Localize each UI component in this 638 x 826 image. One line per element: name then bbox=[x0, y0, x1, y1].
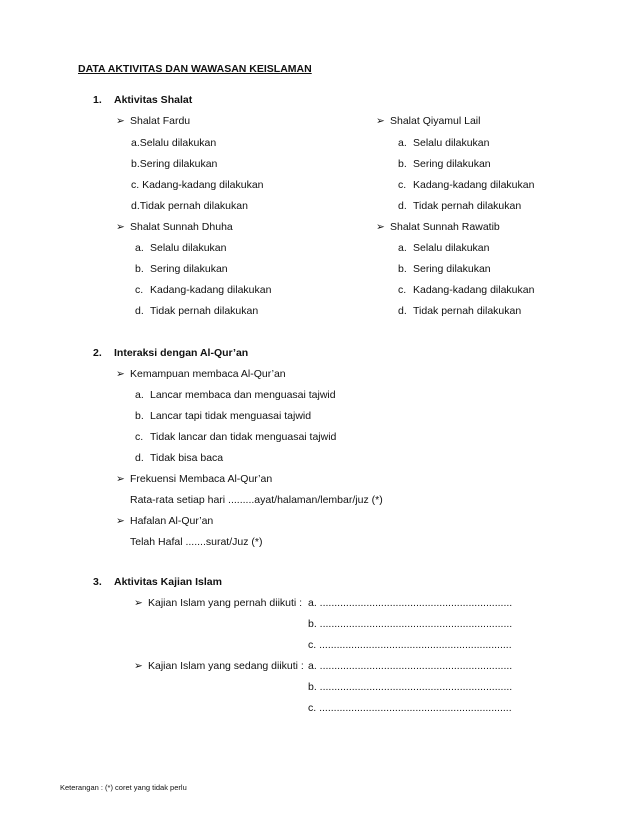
kajian-pernah-item bbox=[134, 597, 302, 610]
qiyamul-option-letter: a. bbox=[398, 137, 407, 149]
section-2-number: 2. bbox=[93, 347, 102, 359]
qiyamul-option-letter: c. bbox=[398, 179, 407, 191]
section-3-number: 3. bbox=[93, 576, 102, 588]
kajian-sedang-line: a. .................................................................. bbox=[308, 660, 513, 672]
dhuha-option-letter: d. bbox=[135, 305, 144, 317]
arrow-bullet-icon: ➢ bbox=[116, 473, 125, 485]
kajian-sedang-line: b. .................................................................. bbox=[308, 681, 513, 693]
rawatib-option-text: Selalu dilakukan bbox=[413, 242, 490, 254]
qiyamul-option-text: Kadang-kadang dilakukan bbox=[413, 179, 535, 191]
kajian-sedang-item bbox=[134, 660, 304, 673]
fardu-item bbox=[116, 115, 190, 128]
arrow-bullet-icon: ➢ bbox=[116, 515, 125, 527]
qiyamul-option-text: Sering dilakukan bbox=[413, 158, 491, 170]
qiyamul-item bbox=[376, 115, 480, 128]
section-1-number: 1. bbox=[93, 94, 102, 106]
frekuensi-label: Frekuensi Membaca Al-Qur’an bbox=[130, 473, 273, 485]
section-3-heading: Aktivitas Kajian Islam bbox=[114, 576, 222, 588]
dhuha-option-text: Selalu dilakukan bbox=[150, 242, 227, 254]
dhuha-label: Shalat Sunnah Dhuha bbox=[130, 221, 233, 233]
kajian-pernah-label: Kajian Islam yang pernah diikuti : bbox=[148, 597, 303, 609]
dhuha-option-text: Sering dilakukan bbox=[150, 263, 228, 275]
kemampuan-item bbox=[116, 368, 286, 381]
fardu-option: d.Tidak pernah dilakukan bbox=[131, 200, 248, 212]
rawatib-option-letter: d. bbox=[398, 305, 407, 317]
rawatib-option-text: Kadang-kadang dilakukan bbox=[413, 284, 535, 296]
dhuha-option-text: Kadang-kadang dilakukan bbox=[150, 284, 272, 296]
hafalan-item bbox=[116, 515, 213, 528]
rawatib-option-letter: a. bbox=[398, 242, 407, 254]
kemampuan-option-letter: c. bbox=[135, 431, 144, 443]
hafalan-fill-line: Telah Hafal .......surat/Juz (*) bbox=[130, 536, 263, 548]
kemampuan-label: Kemampuan membaca Al-Qur’an bbox=[130, 368, 286, 380]
footer-note: Keterangan : (*) coret yang tidak perlu bbox=[60, 783, 187, 792]
rawatib-label: Shalat Sunnah Rawatib bbox=[390, 221, 500, 233]
kemampuan-option-text: Tidak lancar dan tidak menguasai tajwid bbox=[150, 431, 337, 443]
kemampuan-option-letter: a. bbox=[135, 389, 144, 401]
qiyamul-option-text: Selalu dilakukan bbox=[413, 137, 490, 149]
kajian-pernah-line: b. .................................................................. bbox=[308, 618, 513, 630]
rawatib-option-letter: c. bbox=[398, 284, 407, 296]
arrow-bullet-icon: ➢ bbox=[116, 368, 125, 380]
fardu-option: b.Sering dilakukan bbox=[131, 158, 218, 170]
kemampuan-option-letter: d. bbox=[135, 452, 144, 464]
arrow-bullet-icon: ➢ bbox=[376, 115, 385, 127]
arrow-bullet-icon: ➢ bbox=[116, 115, 125, 127]
arrow-bullet-icon: ➢ bbox=[116, 221, 125, 233]
kemampuan-option-letter: b. bbox=[135, 410, 144, 422]
rawatib-item bbox=[376, 221, 500, 234]
qiyamul-option-letter: b. bbox=[398, 158, 407, 170]
kajian-sedang-line: c. .................................................................. bbox=[308, 702, 512, 714]
rawatib-option-text: Tidak pernah dilakukan bbox=[413, 305, 522, 317]
qiyamul-label: Shalat Qiyamul Lail bbox=[390, 115, 481, 127]
frekuensi-fill-line: Rata-rata setiap hari .........ayat/halaman/lembar/juz (*) bbox=[130, 494, 383, 506]
arrow-bullet-icon: ➢ bbox=[376, 221, 385, 233]
kajian-pernah-line: c. .................................................................. bbox=[308, 639, 512, 651]
fardu-label: Shalat Fardu bbox=[130, 115, 191, 127]
frekuensi-item bbox=[116, 473, 272, 486]
document-title: DATA AKTIVITAS DAN WAWASAN KEISLAMAN bbox=[78, 63, 312, 75]
kemampuan-option-text: Lancar membaca dan menguasai tajwid bbox=[150, 389, 336, 401]
fardu-option: c. Kadang-kadang dilakukan bbox=[131, 179, 264, 191]
qiyamul-option-text: Tidak pernah dilakukan bbox=[413, 200, 522, 212]
kemampuan-option-text: Tidak bisa baca bbox=[150, 452, 224, 464]
dhuha-item bbox=[116, 221, 233, 234]
section-2-heading: Interaksi dengan Al-Qur’an bbox=[114, 347, 249, 359]
arrow-bullet-icon: ➢ bbox=[134, 597, 143, 609]
dhuha-option-text: Tidak pernah dilakukan bbox=[150, 305, 259, 317]
section-1-heading: Aktivitas Shalat bbox=[114, 94, 193, 106]
qiyamul-option-letter: d. bbox=[398, 200, 407, 212]
dhuha-option-letter: c. bbox=[135, 284, 144, 296]
rawatib-option-text: Sering dilakukan bbox=[413, 263, 491, 275]
dhuha-option-letter: b. bbox=[135, 263, 144, 275]
kemampuan-option-text: Lancar tapi tidak menguasai tajwid bbox=[150, 410, 312, 422]
kajian-sedang-label: Kajian Islam yang sedang diikuti : bbox=[148, 660, 304, 672]
fardu-option: a.Selalu dilakukan bbox=[131, 137, 217, 149]
arrow-bullet-icon: ➢ bbox=[134, 660, 143, 672]
dhuha-option-letter: a. bbox=[135, 242, 144, 254]
hafalan-label: Hafalan Al-Qur’an bbox=[130, 515, 214, 527]
rawatib-option-letter: b. bbox=[398, 263, 407, 275]
kajian-pernah-line: a. .................................................................. bbox=[308, 597, 513, 609]
